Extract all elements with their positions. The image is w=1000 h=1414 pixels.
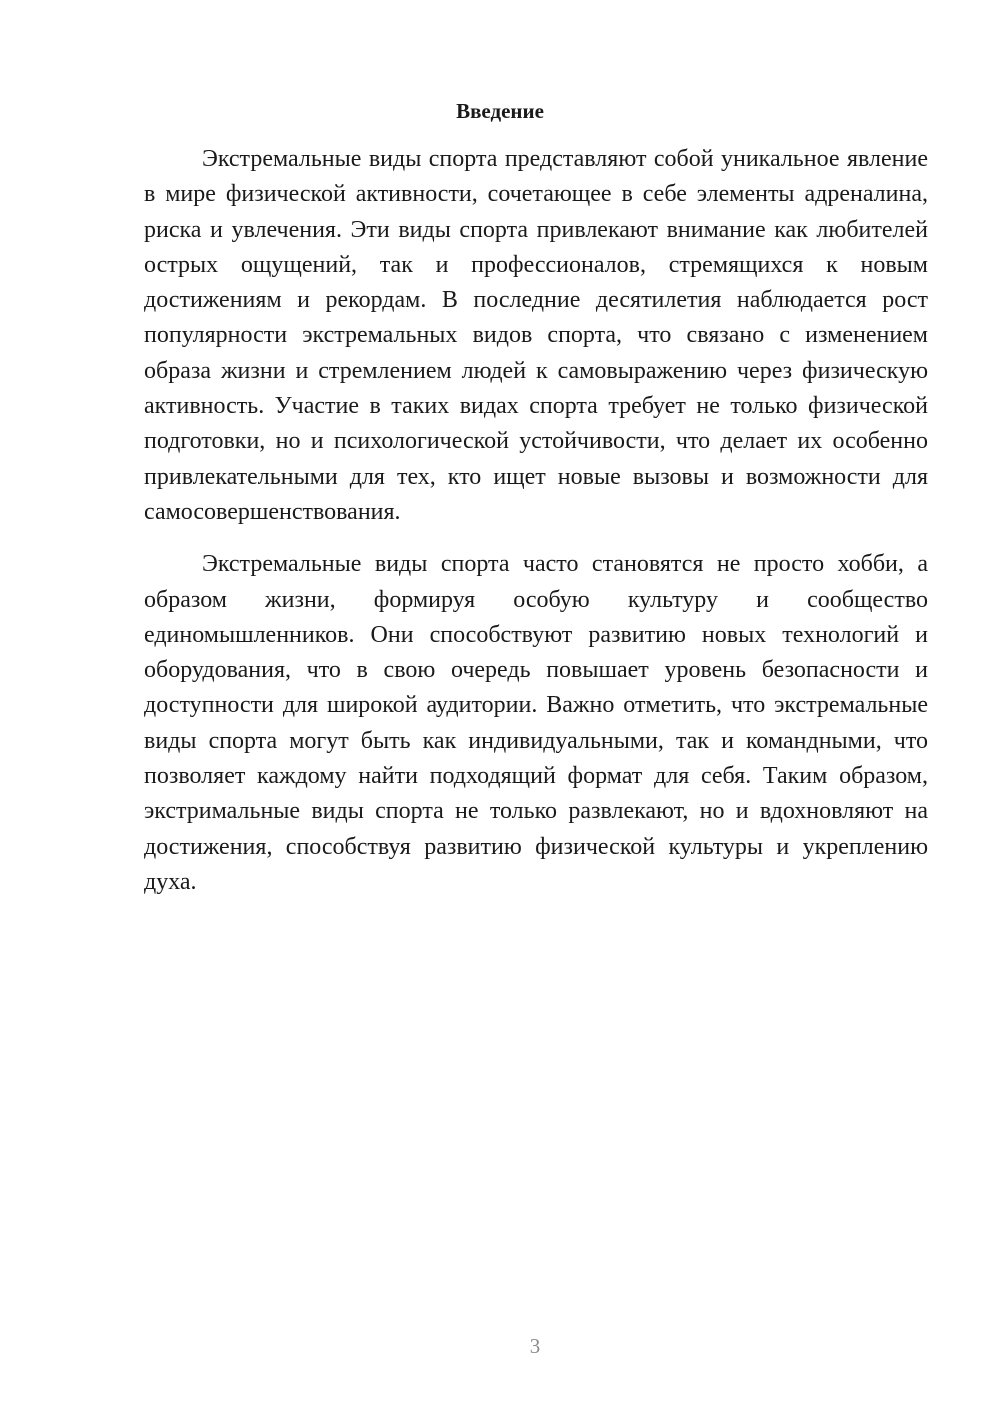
paragraph-2: Экстремальные виды спорта часто становятся не просто хобби, а образом жизни, формируя особую культуру и сообщество единомышленников. Они способствуют развитию новых технологий и оборудования, что в свою очередь повышает уровень безопасности и доступности для широкой аудитории. Важно отметить, что экстремальные виды спорта могут быть как индивидуальными, так и командными, что позволяет каждому найти подходящий формат для себя. Таким образом, экстримальные виды спорта не только развлекают, но и вдохновляют на достижения, способствуя развитию физической культуры и укреплению духа. <box>144 551 928 895</box>
paragraph-1: Экстремальные виды спорта представляют собой уникальное явление в мире физической активности, сочетающее в себе элементы адреналина, риска и увлечения. Эти виды спорта привлекают внимание как любителей острых ощущений, так и профессионалов, стремящихся к новым достижениям и рекордам. В последние десятилетия наблюдается рост популярности экстремальных видов спорта, что связано с изменением образа жизни и стремлением людей к самовыражению через физическую активность. Участие в таких видах спорта требует не только физической подготовки, но и психологической устойчивости, что делает их особенно привлекательными для тех, кто ищет новые вызовы и возможности для самосовершенствования. <box>144 146 928 525</box>
section-heading: Введение <box>456 99 544 123</box>
page-content <box>144 96 928 900</box>
page-number: 3 <box>529 1334 541 1358</box>
